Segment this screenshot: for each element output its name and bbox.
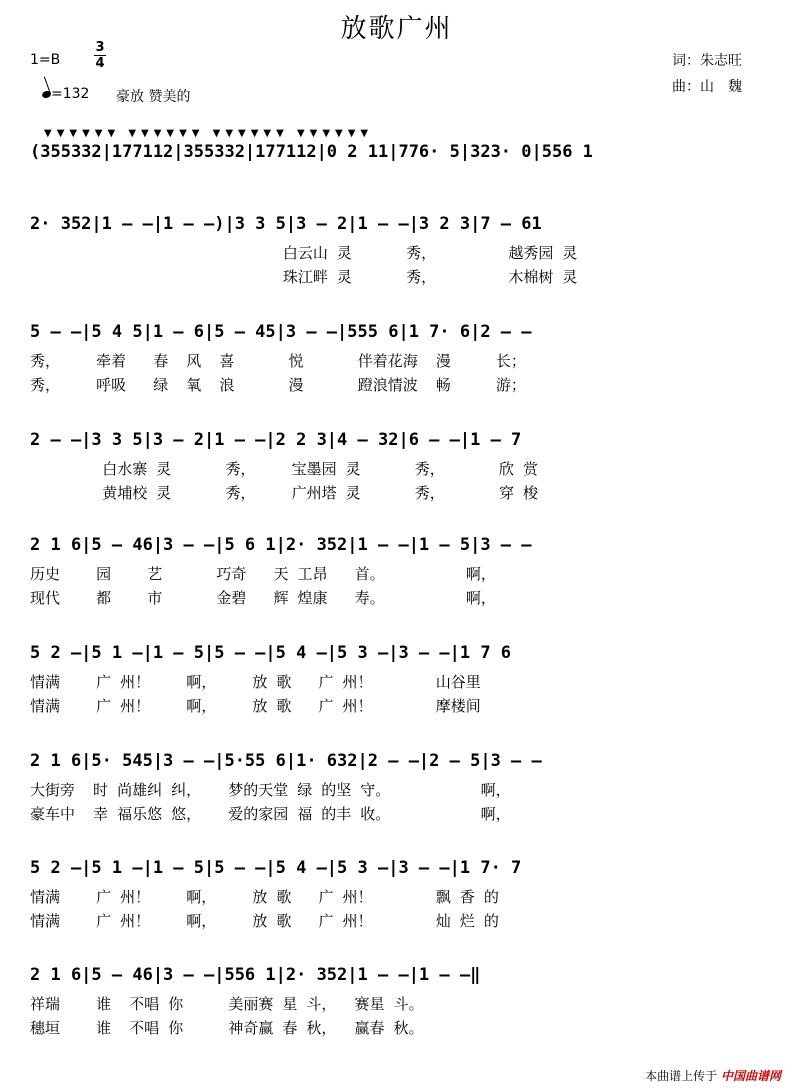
lyric-verse-2: 情满 广 州！ 啊， 放 歌 广 州！ 摩楼间 — [30, 697, 481, 715]
lyric-verse-1: 历史 园 艺 巧奇 天 工昂 首。 啊， — [30, 565, 496, 583]
tempo-mark — [42, 86, 89, 102]
lyric-verse-1: 白水寨 灵 秀， 宝墨园 灵 秀， 欣 赏 — [30, 460, 539, 478]
lyric-verse-1: 大街旁 时 尚雄纠 纠， 梦的天堂 绿 的坚 守。 啊， — [30, 781, 511, 799]
lyric-verse-1: 祥瑞 谁 不唱 你 美丽赛 星 斗， 赛星 斗。 — [30, 995, 424, 1013]
time-signature — [92, 40, 108, 71]
footer — [645, 1067, 781, 1084]
site-logo: 中国曲谱网 — [720, 1069, 781, 1083]
lyric-verse-2: 秀， 呼吸 绿 氧 浪 漫 蹬浪情波 畅 游； — [30, 376, 526, 394]
notation-line: 2 – –|3 3 5|3 – 2|1 – –|2 2 3|4 – 32|6 – –|1 – 7 — [30, 430, 522, 450]
notation-line: 5 – –|5 4 5|1 – 6|5 – 45|3 – –|555 6|1 7· 6|2 – – — [30, 322, 532, 342]
lyric-verse-1: 白云山 灵 秀， 越秀园 灵 — [30, 244, 578, 262]
notation-line: 2 1 6|5 – 46|3 – –|556 1|2· 352|1 – –|1 – –‖ — [30, 965, 481, 985]
lyric-verse-2: 现代 都 市 金碧 辉 煌康 寿。 啊， — [30, 589, 496, 607]
lyric-verse-1: 情满 广 州！ 啊， 放 歌 广 州！ 飘 香 的 — [30, 888, 499, 906]
lyric-verse-2: 黄埔校 灵 秀， 广州塔 灵 秀， 穿 梭 — [30, 484, 539, 502]
lyric-verse-1: 情满 广 州！ 啊， 放 歌 广 州！ 山谷里 — [30, 673, 481, 691]
meter-top: 3 — [95, 40, 105, 55]
footer-uploaded-text: 本曲谱上传于 — [645, 1069, 718, 1083]
lyric-verse-1: 秀， 牵着 春 风 喜 悦 伴着花海 漫 长； — [30, 352, 526, 370]
notation-line: 2 1 6|5· 545|3 – –|5·55 6|1· 632|2 – –|2 – 5|3 – – — [30, 751, 542, 771]
lyricist: 词：朱志旺 — [672, 53, 742, 69]
lyric-verse-2: 情满 广 州！ 啊， 放 歌 广 州！ 灿 烂 的 — [30, 912, 499, 930]
tempo-value: =132 — [51, 86, 90, 102]
notation-line: 5 2 –|5 1 –|1 – 5|5 – –|5 4 –|5 3 –|3 – –|1 7· 7 — [30, 858, 522, 878]
expression-mark: 豪放 赞美的 — [116, 89, 191, 105]
lyric-verse-2: 珠江畔 灵 秀， 木棉树 灵 — [30, 268, 578, 286]
page-title: 放歌广州 — [340, 14, 453, 44]
key-signature: 1=B — [30, 52, 61, 68]
notation-line: (355332|177112|355332|177112|0 2 11|776· 5|323· 0|556 1 — [30, 142, 593, 162]
notation-line: 2 1 6|5 – 46|3 – –|5 6 1|2· 352|1 – –|1 – 5|3 – – — [30, 535, 532, 555]
accent-marks: ▼▼▼▼▼▼ ▼▼▼▼▼▼ ▼▼▼▼▼▼ ▼▼▼▼▼▼ — [44, 128, 374, 139]
lyric-verse-2: 穗垣 谁 不唱 你 神奇赢 春 秋， 赢春 秋。 — [30, 1019, 424, 1037]
composer: 曲：山 魏 — [672, 79, 742, 95]
lyric-verse-2: 豪车中 幸 福乐悠 悠， 爱的家园 福 的丰 收。 啊， — [30, 805, 511, 823]
notation-line: 2· 352|1 – –|1 – –)|3 3 5|3 – 2|1 – –|3 2 3|7 – 61 — [30, 214, 542, 234]
notation-line: 5 2 –|5 1 –|1 – 5|5 – –|5 4 –|5 3 –|3 – –|1 7 6 — [30, 643, 512, 663]
meter-bottom: 4 — [95, 56, 105, 71]
